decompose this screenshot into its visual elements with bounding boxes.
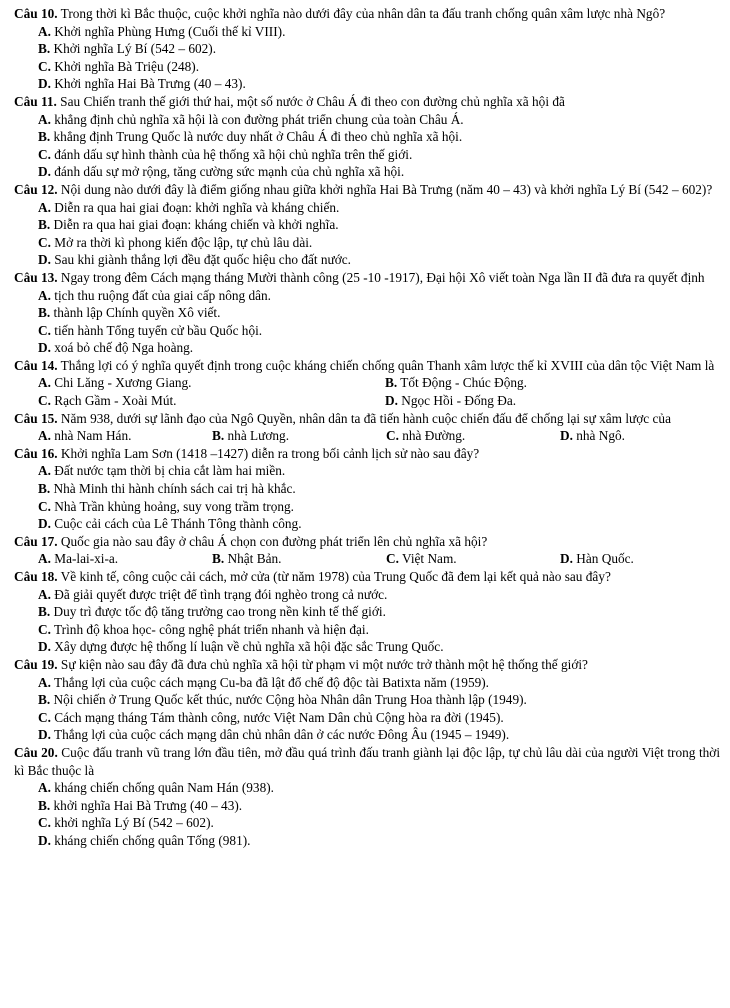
option-letter: D.: [385, 393, 398, 409]
option-text: nhà Nam Hán.: [50, 428, 132, 444]
question-17: [14, 533, 720, 568]
option-text: Thắng lợi của cuộc cách mạng Cu-ba đã lật đổ chế độ độc tài Batixta năm (1959).: [50, 674, 489, 690]
answer-option: [14, 199, 720, 217]
answer-option: [14, 515, 720, 533]
option-letter: B.: [38, 481, 51, 497]
option-text: kháng chiến chống quân Nam Hán (938).: [50, 780, 274, 796]
option-text: Xây dựng được hệ thống lí luận về chủ nghĩa xã hội đặc sắc Trung Quốc.: [50, 639, 444, 655]
option-text: Nhà Minh thi hành chính sách cai trị hà khắc.: [50, 481, 296, 497]
option-letter: B.: [38, 797, 51, 813]
option-text: Diễn ra qua hai giai đoạn: khởi nghĩa và kháng chiến.: [50, 199, 340, 215]
option-text: Khởi nghĩa Phùng Hưng (Cuối thế kỉ VIII).: [50, 23, 286, 39]
option-letter: D.: [560, 428, 573, 444]
option-text: Việt Nam.: [398, 551, 457, 567]
answer-option: [386, 427, 560, 445]
option-letter: A.: [38, 780, 51, 796]
option-letter: B.: [38, 692, 51, 708]
option-letter: C.: [38, 709, 51, 725]
answer-option: [212, 550, 386, 568]
option-letter: B.: [38, 217, 51, 233]
option-text: Ma-lai-xi-a.: [50, 551, 119, 567]
answer-option: [14, 709, 720, 727]
answer-option: [14, 304, 720, 322]
question-18: [14, 568, 720, 656]
option-text: đánh dấu sự mở rộng, tăng cường sức mạnh của chủ nghĩa xã hội.: [50, 164, 405, 180]
question-stem: [14, 181, 720, 199]
option-text: tiến hành Tổng tuyển cử bầu Quốc hội.: [50, 322, 263, 338]
question-text: Sau Chiến tranh thế giới thứ hai, một số nước ở Châu Á đi theo con đường chủ nghĩa xã hội đã: [56, 93, 565, 109]
option-text: khẳng định Trung Quốc là nước duy nhất ở Châu Á đi theo chủ nghĩa xã hội.: [50, 129, 463, 145]
option-letter: C.: [38, 498, 51, 514]
option-text: đánh dấu sự hình thành của hệ thống xã hội chủ nghĩa trên thế giới.: [50, 146, 413, 162]
question-label: Câu 17.: [14, 533, 58, 549]
answer-option: [14, 832, 720, 850]
option-text: Chi Lăng - Xương Giang.: [50, 375, 192, 391]
answer-option: [14, 586, 720, 604]
question-stem: [14, 357, 720, 375]
option-letter: D.: [38, 639, 51, 655]
option-text: Hàn Quốc.: [572, 551, 634, 567]
option-letter: B.: [212, 551, 225, 567]
option-text: nhà Ngô.: [572, 428, 626, 444]
option-text: Khởi nghĩa Hai Bà Trưng (40 – 43).: [50, 76, 246, 92]
answer-option: [14, 674, 720, 692]
option-letter: D.: [38, 164, 51, 180]
question-stem: [14, 445, 720, 463]
option-letter: D.: [38, 340, 51, 356]
question-12: [14, 181, 720, 269]
answer-option: [14, 691, 720, 709]
option-letter: D.: [38, 516, 51, 532]
question-10: [14, 5, 720, 93]
question-text: Cuộc đấu tranh vũ trang lớn đầu tiên, mở đầu quá trình đấu tranh giành lại độc lập, tự chủ lâu dài của người Việt trong thời kì Bắc thuộc là: [14, 744, 721, 778]
option-letter: A.: [38, 23, 51, 39]
question-stem: [14, 269, 720, 287]
option-letter: D.: [38, 252, 51, 268]
option-letter: C.: [38, 621, 51, 637]
option-letter: C.: [38, 322, 51, 338]
answer-option: [14, 621, 720, 639]
option-text: Trình độ khoa học- công nghệ phát triển nhanh và hiện đại.: [50, 621, 369, 637]
option-text: khởi nghĩa Lý Bí (542 – 602).: [50, 815, 214, 831]
option-text: Đã giải quyết được triệt để tình trạng đói nghèo trong cả nước.: [50, 586, 388, 602]
answer-option: [14, 216, 720, 234]
question-label: Câu 19.: [14, 656, 58, 672]
option-text: Duy trì được tốc độ tăng trưởng cao trong nền kinh tế thế giới.: [50, 604, 386, 620]
answer-option: [14, 75, 720, 93]
question-text: Năm 938, dưới sự lãnh đạo của Ngô Quyền, nhân dân ta đã tiến hành cuộc chiến đấu để chống lại sự xâm lược của: [57, 410, 671, 426]
option-letter: B.: [38, 41, 51, 57]
question-stem: [14, 656, 720, 674]
option-letter: A.: [38, 463, 51, 479]
answer-option: [38, 374, 385, 392]
option-letter: C.: [38, 146, 51, 162]
question-stem: [14, 410, 720, 428]
option-letter: C.: [38, 815, 51, 831]
question-text: Thắng lợi có ý nghĩa quyết định trong cuộc kháng chiến chống quân Thanh xâm lược thế kỉ XVIII của dân tộc Việt Nam là: [57, 357, 715, 373]
option-letter: A.: [38, 375, 51, 391]
answer-option: [38, 427, 212, 445]
question-19: [14, 656, 720, 744]
answer-option: [38, 392, 385, 410]
option-letter: A.: [38, 428, 51, 444]
options-row: [14, 427, 720, 445]
options-row: [14, 550, 720, 568]
option-text: khẳng định chủ nghĩa xã hội là con đường phát triển chung của toàn Châu Á.: [50, 111, 464, 127]
answer-option: [14, 40, 720, 58]
answer-option: [14, 726, 720, 744]
option-letter: D.: [38, 832, 51, 848]
option-letter: A.: [38, 586, 51, 602]
option-text: Ngọc Hồi - Đống Đa.: [397, 393, 517, 409]
option-letter: C.: [38, 393, 51, 409]
option-text: Sau khi giành thắng lợi đều đặt quốc hiệu cho đất nước.: [50, 252, 352, 268]
options-row: [14, 374, 720, 392]
option-letter: C.: [386, 428, 399, 444]
option-text: thành lập Chính quyền Xô viết.: [50, 305, 221, 321]
option-letter: A.: [38, 674, 51, 690]
question-text: Quốc gia nào sau đây ở châu Á chọn con đường phát triển lên chủ nghĩa xã hội?: [57, 533, 488, 549]
question-label: Câu 12.: [14, 181, 58, 197]
option-text: Nội chiến ở Trung Quốc kết thúc, nước Cộng hòa Nhân dân Trung Hoa thành lập (1949).: [50, 692, 527, 708]
option-letter: C.: [386, 551, 399, 567]
option-letter: D.: [38, 727, 51, 743]
question-text: Khởi nghĩa Lam Sơn (1418 –1427) diễn ra trong bối cảnh lịch sử nào sau đây?: [57, 445, 480, 461]
options-row: [14, 392, 720, 410]
question-label: Câu 18.: [14, 569, 58, 584]
answer-option: [14, 797, 720, 815]
answer-option: [14, 128, 720, 146]
answer-option: [14, 462, 720, 480]
option-text: Cách mạng tháng Tám thành công, nước Việt Nam Dân chủ Cộng hòa ra đời (1945).: [50, 709, 504, 725]
answer-option: [14, 322, 720, 340]
question-stem: [14, 744, 720, 779]
question-20: [14, 744, 720, 850]
option-letter: B.: [212, 428, 225, 444]
option-letter: B.: [38, 305, 51, 321]
option-text: Rạch Gầm - Xoài Mút.: [50, 393, 177, 409]
question-label: Câu 13.: [14, 269, 58, 285]
option-text: Cuộc cải cách của Lê Thánh Tông thành công.: [50, 516, 302, 532]
option-letter: A.: [38, 551, 51, 567]
question-label: Câu 20.: [14, 744, 58, 760]
option-text: xoá bỏ chế độ Nga hoàng.: [50, 340, 194, 356]
option-letter: D.: [38, 76, 51, 92]
option-letter: B.: [385, 375, 398, 391]
option-letter: C.: [38, 234, 51, 250]
question-text: Trong thời kì Bắc thuộc, cuộc khởi nghĩa nào dưới đây của nhân dân ta đấu tranh chống quân xâm lược nhà Ngô?: [57, 6, 666, 21]
option-letter: D.: [560, 551, 573, 567]
question-text: Ngay trong đêm Cách mạng tháng Mười thành công (25 -10 -1917), Đại hội Xô viết toàn Nga lần II đã đưa ra quyết định: [57, 269, 705, 285]
answer-option: [14, 251, 720, 269]
answer-option: [560, 550, 634, 568]
question-label: Câu 16.: [14, 445, 58, 461]
option-text: Đất nước tạm thời bị chia cắt làm hai miền.: [50, 463, 286, 479]
question-stem: [14, 568, 720, 586]
question-13: [14, 269, 720, 357]
answer-option: [14, 287, 720, 305]
option-text: Tốt Động - Chúc Động.: [397, 375, 527, 391]
answer-option: [386, 550, 560, 568]
option-text: tịch thu ruộng đất của giai cấp nông dân.: [50, 287, 272, 303]
answer-option: [14, 638, 720, 656]
question-label: Câu 14.: [14, 357, 58, 373]
answer-option: [38, 550, 212, 568]
answer-option: [14, 779, 720, 797]
option-text: nhà Đường.: [398, 428, 466, 444]
answer-option: [14, 339, 720, 357]
answer-option: [14, 814, 720, 832]
question-stem: [14, 533, 720, 551]
answer-option: [14, 234, 720, 252]
question-15: [14, 410, 720, 445]
answer-option: [14, 498, 720, 516]
question-text: Nội dung nào dưới đây là điểm giống nhau giữa khởi nghĩa Hai Bà Trưng (năm 40 – 43) và khởi nghĩa Lý Bí (542 – 602)?: [57, 181, 713, 197]
option-letter: A.: [38, 111, 51, 127]
answer-option: [14, 58, 720, 76]
answer-option: [212, 427, 386, 445]
question-text: Về kinh tế, công cuộc cải cách, mở cửa (từ năm 1978) của Trung Quốc đã đem lại kết quả nào sau đây?: [57, 569, 611, 584]
answer-option: [14, 603, 720, 621]
question-stem: [14, 93, 720, 111]
answer-option: [385, 392, 516, 410]
option-text: Khởi nghĩa Bà Triệu (248).: [50, 58, 200, 74]
option-letter: C.: [38, 58, 51, 74]
option-text: Nhà Trần khủng hoảng, suy vong trầm trọng.: [50, 498, 294, 514]
answer-option: [14, 163, 720, 181]
question-11: [14, 93, 720, 181]
answer-option: [560, 427, 625, 445]
question-stem: [14, 5, 720, 23]
option-letter: A.: [38, 199, 51, 215]
option-letter: B.: [38, 129, 51, 145]
question-text: Sự kiện nào sau đây đã đưa chủ nghĩa xã hội từ phạm vi một nước trở thành một hệ thống thế giới?: [57, 656, 588, 672]
option-letter: B.: [38, 604, 51, 620]
answer-option: [14, 23, 720, 41]
question-label: Câu 15.: [14, 410, 58, 426]
option-text: Thắng lợi của cuộc cách mạng dân chủ nhân dân ở các nước Đông Âu (1945 – 1949).: [50, 727, 510, 743]
question-label: Câu 10.: [14, 6, 58, 21]
question-label: Câu 11.: [14, 93, 57, 109]
option-letter: A.: [38, 287, 51, 303]
answer-option: [14, 146, 720, 164]
answer-option: [385, 374, 527, 392]
answer-option: [14, 480, 720, 498]
option-text: nhà Lương.: [224, 428, 290, 444]
option-text: Nhật Bản.: [224, 551, 282, 567]
question-16: [14, 445, 720, 533]
question-14: [14, 357, 720, 410]
option-text: khởi nghĩa Hai Bà Trưng (40 – 43).: [50, 797, 243, 813]
option-text: Mở ra thời kì phong kiến độc lập, tự chủ lâu dài.: [50, 234, 313, 250]
option-text: Diễn ra qua hai giai đoạn: kháng chiến và khởi nghĩa.: [50, 217, 339, 233]
option-text: Khởi nghĩa Lý Bí (542 – 602).: [50, 41, 217, 57]
option-text: kháng chiến chống quân Tống (981).: [50, 832, 251, 848]
answer-option: [14, 111, 720, 129]
